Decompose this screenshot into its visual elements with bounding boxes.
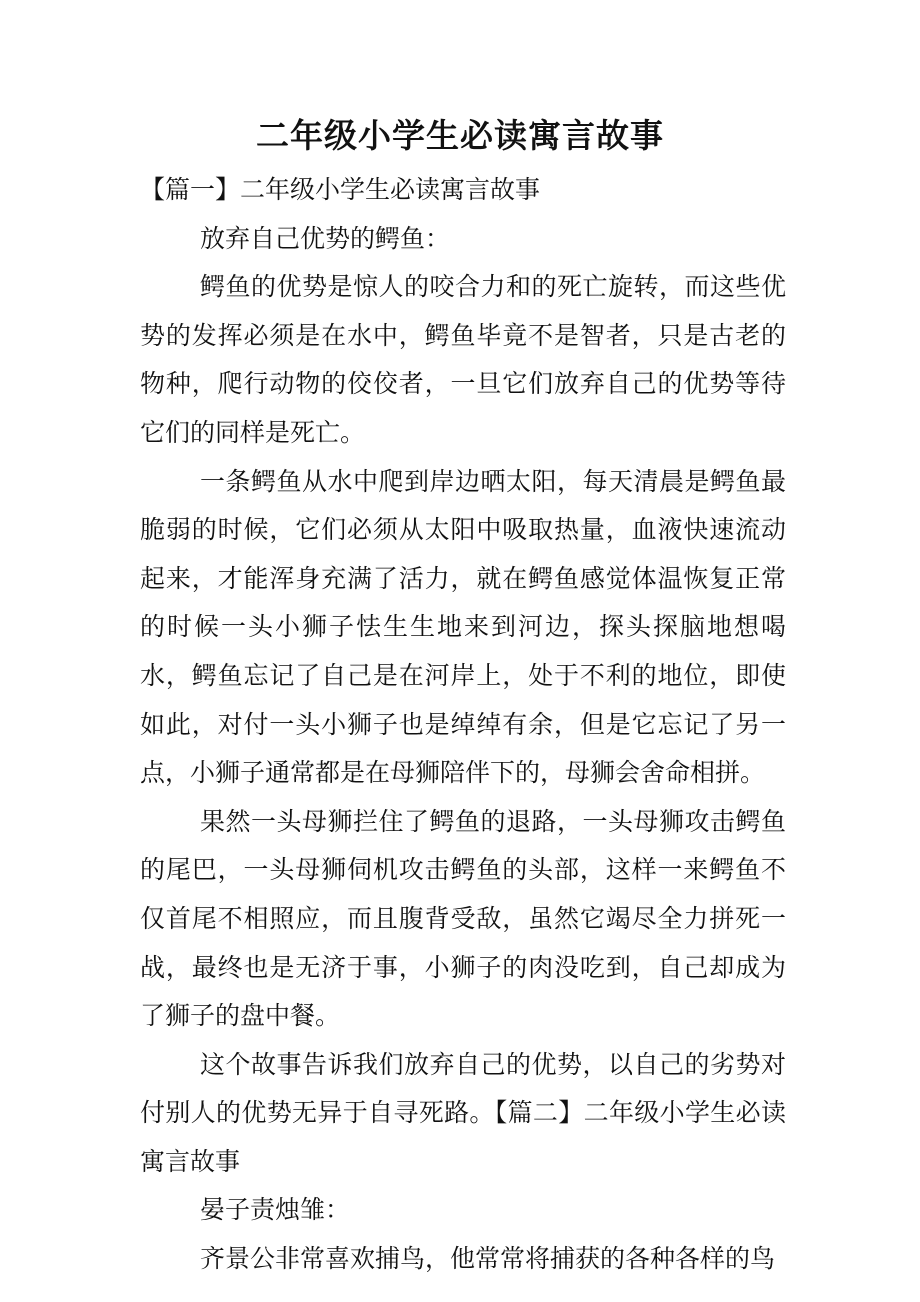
paragraph: 鳄鱼的优势是惊人的咬合力和的死亡旋转，而这些优势的发挥必须是在水中，鳄鱼毕竟不是智者，只是古老的物种，爬行动物的佼佼者，一旦它们放弃自己的优势等待它们的同样是死亡。 bbox=[140, 272, 786, 447]
story-title: 放弃自己优势的鳄鱼： bbox=[200, 223, 451, 253]
document-body bbox=[140, 166, 786, 1284]
paragraph bbox=[140, 1041, 786, 1187]
paragraph-text: 这个故事告诉我们放弃自己的优势，以自己的劣势对付别人的优势无异于自寻死路。 bbox=[140, 1049, 786, 1128]
document-title: 二年级小学生必读寓言故事 bbox=[256, 116, 664, 155]
section-heading: 【篇一】二年级小学生必读寓言故事 bbox=[140, 175, 541, 204]
section-heading: 【篇二】二年级小学生必读寓言故事 bbox=[140, 1098, 786, 1176]
paragraph: 果然一头母狮拦住了鳄鱼的退路，一头母狮攻击鳄鱼的尾巴，一头母狮伺机攻击鳄鱼的头部，这样一来鳄鱼不仅首尾不相照应，而且腹背受敌，虽然它竭尽全力拼死一战，最终也是无济于事，小狮子的肉没吃到，自己却成为了狮子的盘中餐。 bbox=[140, 806, 786, 1031]
paragraph: 齐景公非常喜欢捕鸟，他常常将捕获的各种各样的鸟 bbox=[200, 1244, 776, 1274]
paragraph: 一条鳄鱼从水中爬到岸边晒太阳，每天清晨是鳄鱼最脆弱的时候，它们必须从太阳中吸取热量，血液快速流动起来，才能浑身充满了活力，就在鳄鱼感觉体温恢复正常的时候一头小狮子怯生生地来到河边，探头探脑地想喝水，鳄鱼忘记了自己是在河岸上，处于不利的地位，即使如此，对付一头小狮子也是绰绰有余，但是它忘记了另一点，小狮子通常都是在母狮陪伴下的，母狮会舍命相拼。 bbox=[140, 466, 786, 788]
story-title: 晏子责烛雏： bbox=[200, 1195, 351, 1225]
